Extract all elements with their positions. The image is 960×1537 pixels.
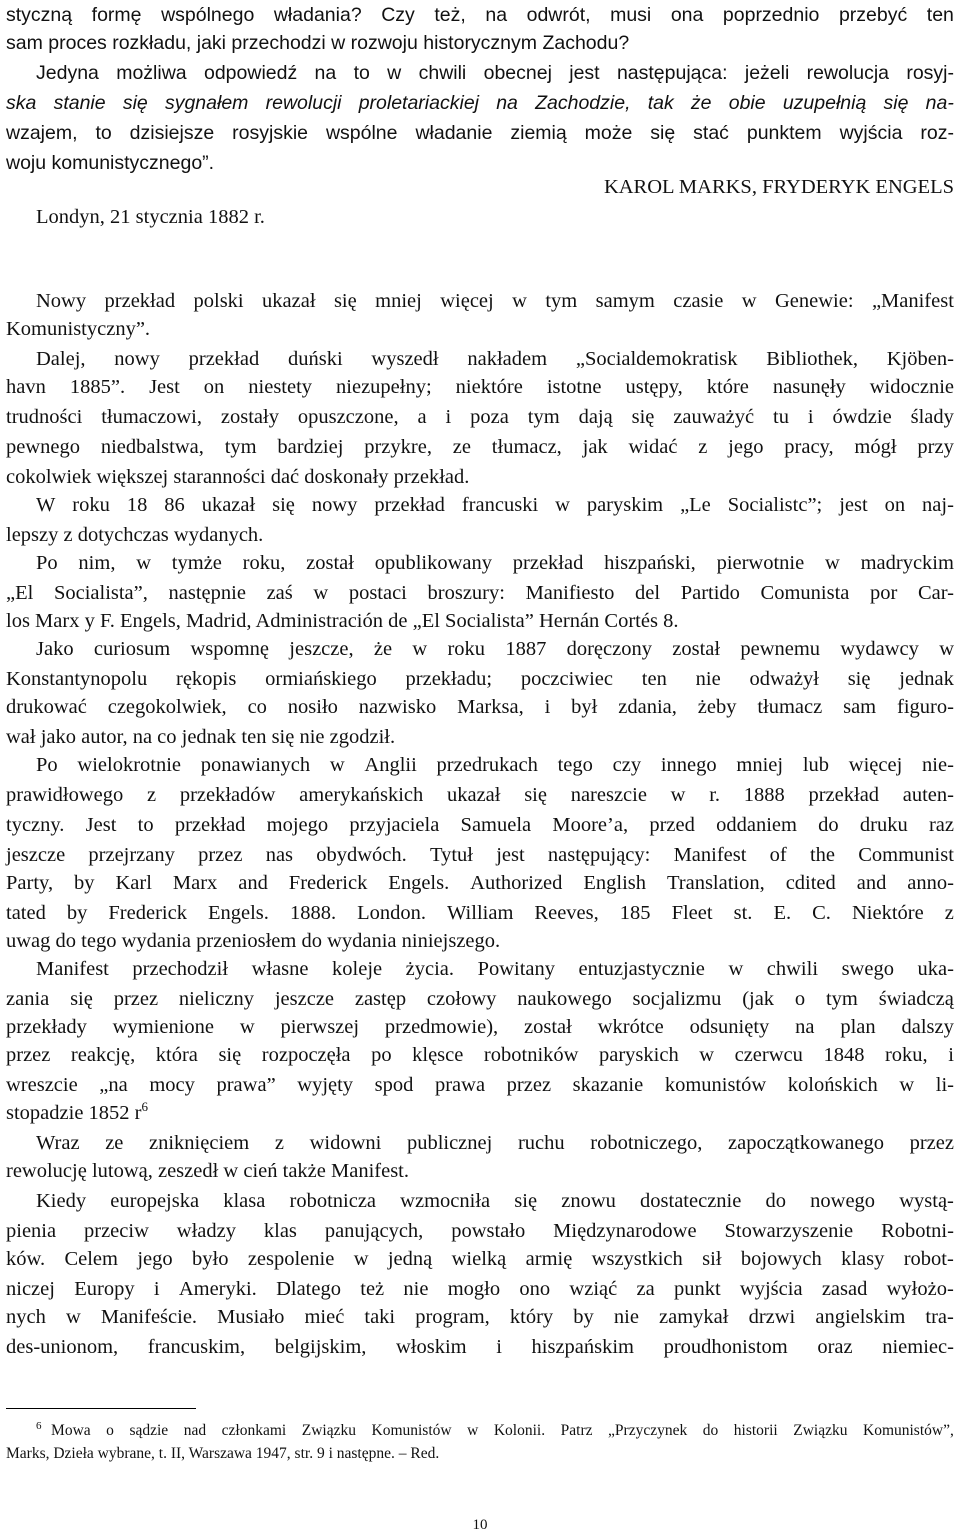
text-line: wreszcie „na mocy prawa” wyjęty spod prawa przez skazanie komunistów kolońskich w li- <box>6 1074 954 1096</box>
text-line: wał jako autor, na co jednak ten się nie zgodził. <box>6 726 396 748</box>
text-line: drukować czegokolwiek, co nosiło nazwisko Marksa, i był zdania, żeby tłumacz sam figuro- <box>6 696 954 718</box>
footnote-marker: 6 <box>36 1419 42 1432</box>
text-line: prawidłowego z przekładów amerykańskich ukazał się nareszcie w r. 1888 przekład auten- <box>6 784 954 806</box>
text-line: Manifest przechodził własne koleje życia. Powitany entuzjastycznie w chwili swego uka- <box>36 958 954 980</box>
text-line: tyczny. Jest to przekład mojego przyjaciela Samuela Moore’a, przed oddaniem do druku raz <box>6 814 954 836</box>
text-line: zania się przez nieliczny jeszcze zastęp czołowy naukowego socjalizmu (jak o tym świadczą <box>6 988 954 1010</box>
text-line: lepszy z dotychczas wydanych. <box>6 524 264 546</box>
signature-line: KAROL MARKS, FRYDERYK ENGELS <box>603 176 954 198</box>
text-line: Nowy przekład polski ukazał się mniej więcej w tym samym czasie w Genewie: „Manifest <box>36 290 954 312</box>
page-number: 10 <box>472 1517 488 1533</box>
text-line: jeszcze przejrzany przez nas obydwóch. Tytuł jest następujący: Manifest of the Communist <box>6 844 954 866</box>
footnote-line-2: Marks, Dzieła wybrane, t. II, Warszawa 1947, str. 9 i następne. – Red. <box>6 1445 440 1462</box>
text-line: nych w Manifeście. Musiało mieć taki program, który by nie zamykał drzwi angielskim tra- <box>6 1306 954 1328</box>
text-line: Jedyna możliwa odpowiedź na to w chwili obecnej jest następująca: jeżeli rewolucja rosyj- <box>36 62 954 84</box>
footnote-line-1: $^6$ Mowa o sądzie nad członkami Związku Komunistów w Kolonii. Patrz „Przyczynek do historii Związku Komunistów”, <box>36 1419 954 1439</box>
footnote-reference: 6 <box>141 1099 148 1115</box>
text-line: woju komunistycznego”. <box>6 152 215 174</box>
text-line: havn 1885”. Jest on niestety niezupełny; niektóre istotne ustępy, które nasunęły widocznie <box>6 376 954 398</box>
footnote-rule <box>6 1408 196 1409</box>
text-line: pewnego niedbalstwa, tym bardziej przykre, ze tłumacz, jak widać z jego pracy, mógł przy <box>6 436 954 458</box>
text-line: sam proces rozkładu, jaki przechodzi w rozwoju historycznym Zachodu? <box>6 32 630 54</box>
text-line: Londyn, 21 stycznia 1882 r. <box>36 206 265 228</box>
text-line: Party, by Karl Marx and Frederick Engels. Authorized English Translation, cdited and anno- <box>6 872 954 894</box>
text-line: los Marx y F. Engels, Madrid, Administración de „El Socialista” Hernán Cortés 8. <box>6 610 679 632</box>
text-line: stopadzie 1852 $r^6$ <box>6 1099 148 1124</box>
text-line: trudności tłumaczowi, zostały opuszczone, a i poza tym dają się zauważyć tu i ówdzie ślady <box>6 406 954 428</box>
text-line: ków. Celem jego było zespolenie w jedną wielką armię wszystkich sił bojowych klasy robot- <box>6 1248 954 1270</box>
text-line: Kiedy europejska klasa robotnicza wzmocniła się znowu dostatecznie do nowego wystą- <box>36 1190 954 1212</box>
text-line: styczną formę wspólnego władania? Czy też, na odwrót, musi ona poprzednio przebyć ten <box>6 4 954 26</box>
text-line: Po wielokrotnie ponawianych w Anglii przedrukach tego czy innego mniej lub więcej nie- <box>36 754 954 776</box>
text-line: przekłady wymienione w pierwszej przedmowie), został wkrótce odsunięty na plan dalszy <box>6 1016 954 1038</box>
text-line: Komunistyczny”. <box>6 318 151 340</box>
text-line: Konstantynopolu rękopis ormiańskiego przekładu; poczciwiec ten nie odważył się jednak <box>6 668 954 690</box>
text-line: rewolucję lutową, zeszedł w cień także Manifest. <box>6 1160 409 1182</box>
text-line: Dalej, nowy przekład duński wyszedł nakładem „Socialdemokratisk Bibliothek, Kjöben- <box>36 348 954 370</box>
text-line: „El Socialista”, następnie zaś w postaci broszury: Manifiesto del Partido Comunista por Car- <box>6 582 954 604</box>
text-line: niczej Europy i Ameryki. Dlatego też nie mogło ono wziąć za punkt wyjścia zasad wyłożo- <box>6 1278 954 1300</box>
text-line: W roku 18 86 ukazał się nowy przekład francuski w paryskim „Le Socialistc”; jest on naj- <box>36 494 954 516</box>
text-line: uwag do tego wydania przeniosłem do wydania niniejszego. <box>6 930 501 952</box>
text-line: Wraz ze zniknięciem z widowni publicznej ruchu robotniczego, zapoczątkowanego przez <box>36 1132 954 1154</box>
text-line: pienia przeciw władzy klas panujących, powstało Międzynarodowe Stowarzyszenie Robotni- <box>6 1220 954 1242</box>
text-line: Po nim, w tymże roku, został opublikowany przekład hiszpański, pierwotnie w madryckim <box>36 552 954 574</box>
text-line: des-unionom, francuskim, belgijskim, włoskim i hiszpańskim proudhonistom oraz niemiec- <box>6 1336 954 1358</box>
text-line: wzajem, to dzisiejsze rosyjskie wspólne władanie ziemią może się stać punktem wyjścia roz- <box>6 122 954 144</box>
text-line: ska stanie się sygnałem rewolucji proletariackiej na Zachodzie, tak że obie uzupełnią się na- <box>6 92 954 114</box>
text-line: przez reakcję, która się rozpoczęła po klęsce robotników paryskich w czerwcu 1848 roku, i <box>6 1044 954 1066</box>
text-line: tated by Frederick Engels. 1888. London. William Reeves, 185 Fleet st. E. C. Niektóre z <box>6 902 954 924</box>
text-line: cokolwiek większej staranności dać doskonały przekład. <box>6 466 470 488</box>
text-line: Jako curiosum wspomnę jeszcze, że w roku 1887 doręczony został pewnemu wydawcy w <box>36 638 954 660</box>
